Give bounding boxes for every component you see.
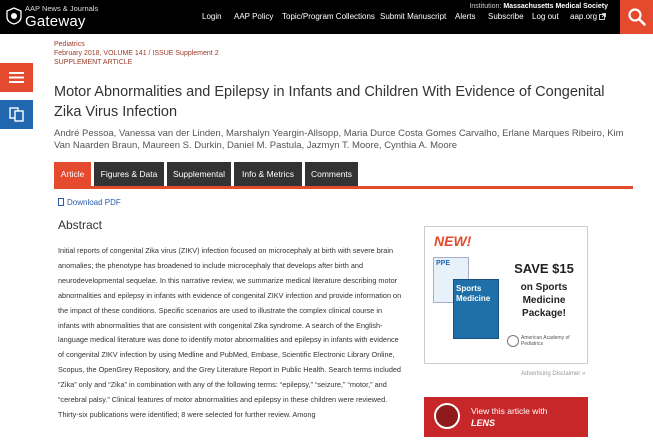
nav-login[interactable]: Login — [202, 12, 222, 21]
tab-figures-data[interactable]: Figures & Data — [94, 162, 164, 186]
nav-submit-manuscript[interactable]: Submit Manuscript — [380, 12, 447, 21]
nav-aap-policy[interactable]: AAP Policy — [234, 12, 274, 21]
article-type: SUPPLEMENT ARTICLE — [54, 59, 133, 66]
search-button[interactable] — [620, 0, 653, 34]
nav-subscribe[interactable]: Subscribe — [488, 12, 524, 21]
logo-title: Gateway — [25, 13, 86, 30]
journal-name[interactable]: Pediatrics — [54, 41, 85, 48]
lens-icon — [434, 403, 460, 429]
external-link-icon — [599, 13, 606, 20]
author-list: André Pessoa, Vanessa van der Linden, Marshalyn Yeargin-Allsopp, Maria Durce Costa Gomes Carvalho, Erlane Marques Ribeiro, Kim Van Naarden Braun, Maureen S. Durkin, Daniel M. Pastula, Jazmyn T. Moore, Cynthia A. Moore — [54, 128, 624, 151]
nav-topic-collections[interactable]: Topic/Program Collections — [282, 12, 375, 21]
tab-article[interactable]: Article — [54, 162, 91, 186]
ad-book-sports-medicine: Sports Medicine — [453, 279, 499, 339]
advertising-disclaimer[interactable]: Advertising Disclaimer » — [521, 371, 586, 377]
tab-info-metrics[interactable]: Info & Metrics — [234, 162, 302, 186]
nav-aap-org[interactable]: aap.org — [570, 12, 598, 21]
ad-book-ppe: PPE — [433, 257, 469, 303]
tab-comments[interactable]: Comments — [305, 162, 358, 186]
hamburger-icon — [8, 69, 25, 86]
top-bar — [0, 0, 653, 34]
menu-button[interactable] — [0, 63, 33, 92]
download-pdf-link[interactable]: Download PDF — [58, 198, 121, 207]
compare-button[interactable] — [0, 100, 33, 129]
aap-seal-icon — [507, 335, 519, 347]
pdf-icon — [58, 198, 64, 206]
copy-icon — [8, 106, 25, 123]
aap-logo-icon — [6, 7, 22, 25]
abstract-text: Initial reports of congenital Zika virus (ZIKV) infection focused on microcephaly at birth with severe brain anomalies; the phenotype has broadened to include microcephaly that develops after birth and neurodevelopmental sequelae. In this narrative review, we summarize medical literature describing motor abnormalities and epilepsy in infants with evidence of congenital ZIKV infection and provide information on the impact of these conditions. Specific scenarios are used to illustrate the complex clinical course in infants with abnormalities that are consistent with congenital Zika syndrome. A search of the English-language medical literature was done to identify motor abnormalities and epilepsy in infants with evidence of congenital ZIKV infection by using Medline and PubMed, Embase, Scientific Electronic Library Online, Scopus, the OpenGrey Repository, and the Grey Literature Report in Public Health. Search terms included “Zika” only and “Zika” in combination with any of the following terms: “epilepsy,” “seizure,” “motor,” and “cerebral palsy.” Clinical features of motor abnormalities and epilepsy in these children were reviewed. Thirty-six publications were identified; 8 were selected for further review. Among — [58, 246, 402, 419]
institution-label: Institution: Massachusetts Medical Society — [469, 3, 608, 10]
ad-publisher: American Academy of Pediatrics — [521, 335, 570, 347]
gateway-logo[interactable] — [6, 4, 116, 30]
lens-line1: View this article with — [471, 406, 548, 416]
ad-new-label: NEW! — [434, 233, 472, 249]
tab-underline — [54, 186, 633, 189]
ad-offer-text: on Sports Medicine Package! — [520, 282, 568, 319]
article-title: Motor Abnormalities and Epilepsy in Infants and Children With Evidence of Congenital Zika Virus Infection — [54, 84, 605, 120]
issue-info: February 2018, VOLUME 141 / ISSUE Supplement 2 — [54, 50, 219, 57]
advertisement[interactable] — [424, 226, 588, 364]
view-with-lens-button[interactable] — [424, 397, 588, 437]
nav-logout[interactable]: Log out — [532, 12, 559, 21]
lens-line2: LENS — [471, 418, 496, 428]
ad-save-text: SAVE $15 — [514, 261, 574, 276]
nav-alerts[interactable]: Alerts — [455, 12, 476, 21]
search-icon — [628, 8, 646, 26]
abstract-heading: Abstract — [58, 218, 103, 232]
logo-tagline: AAP News & Journals — [25, 4, 99, 13]
tab-supplemental[interactable]: Supplemental — [167, 162, 231, 186]
